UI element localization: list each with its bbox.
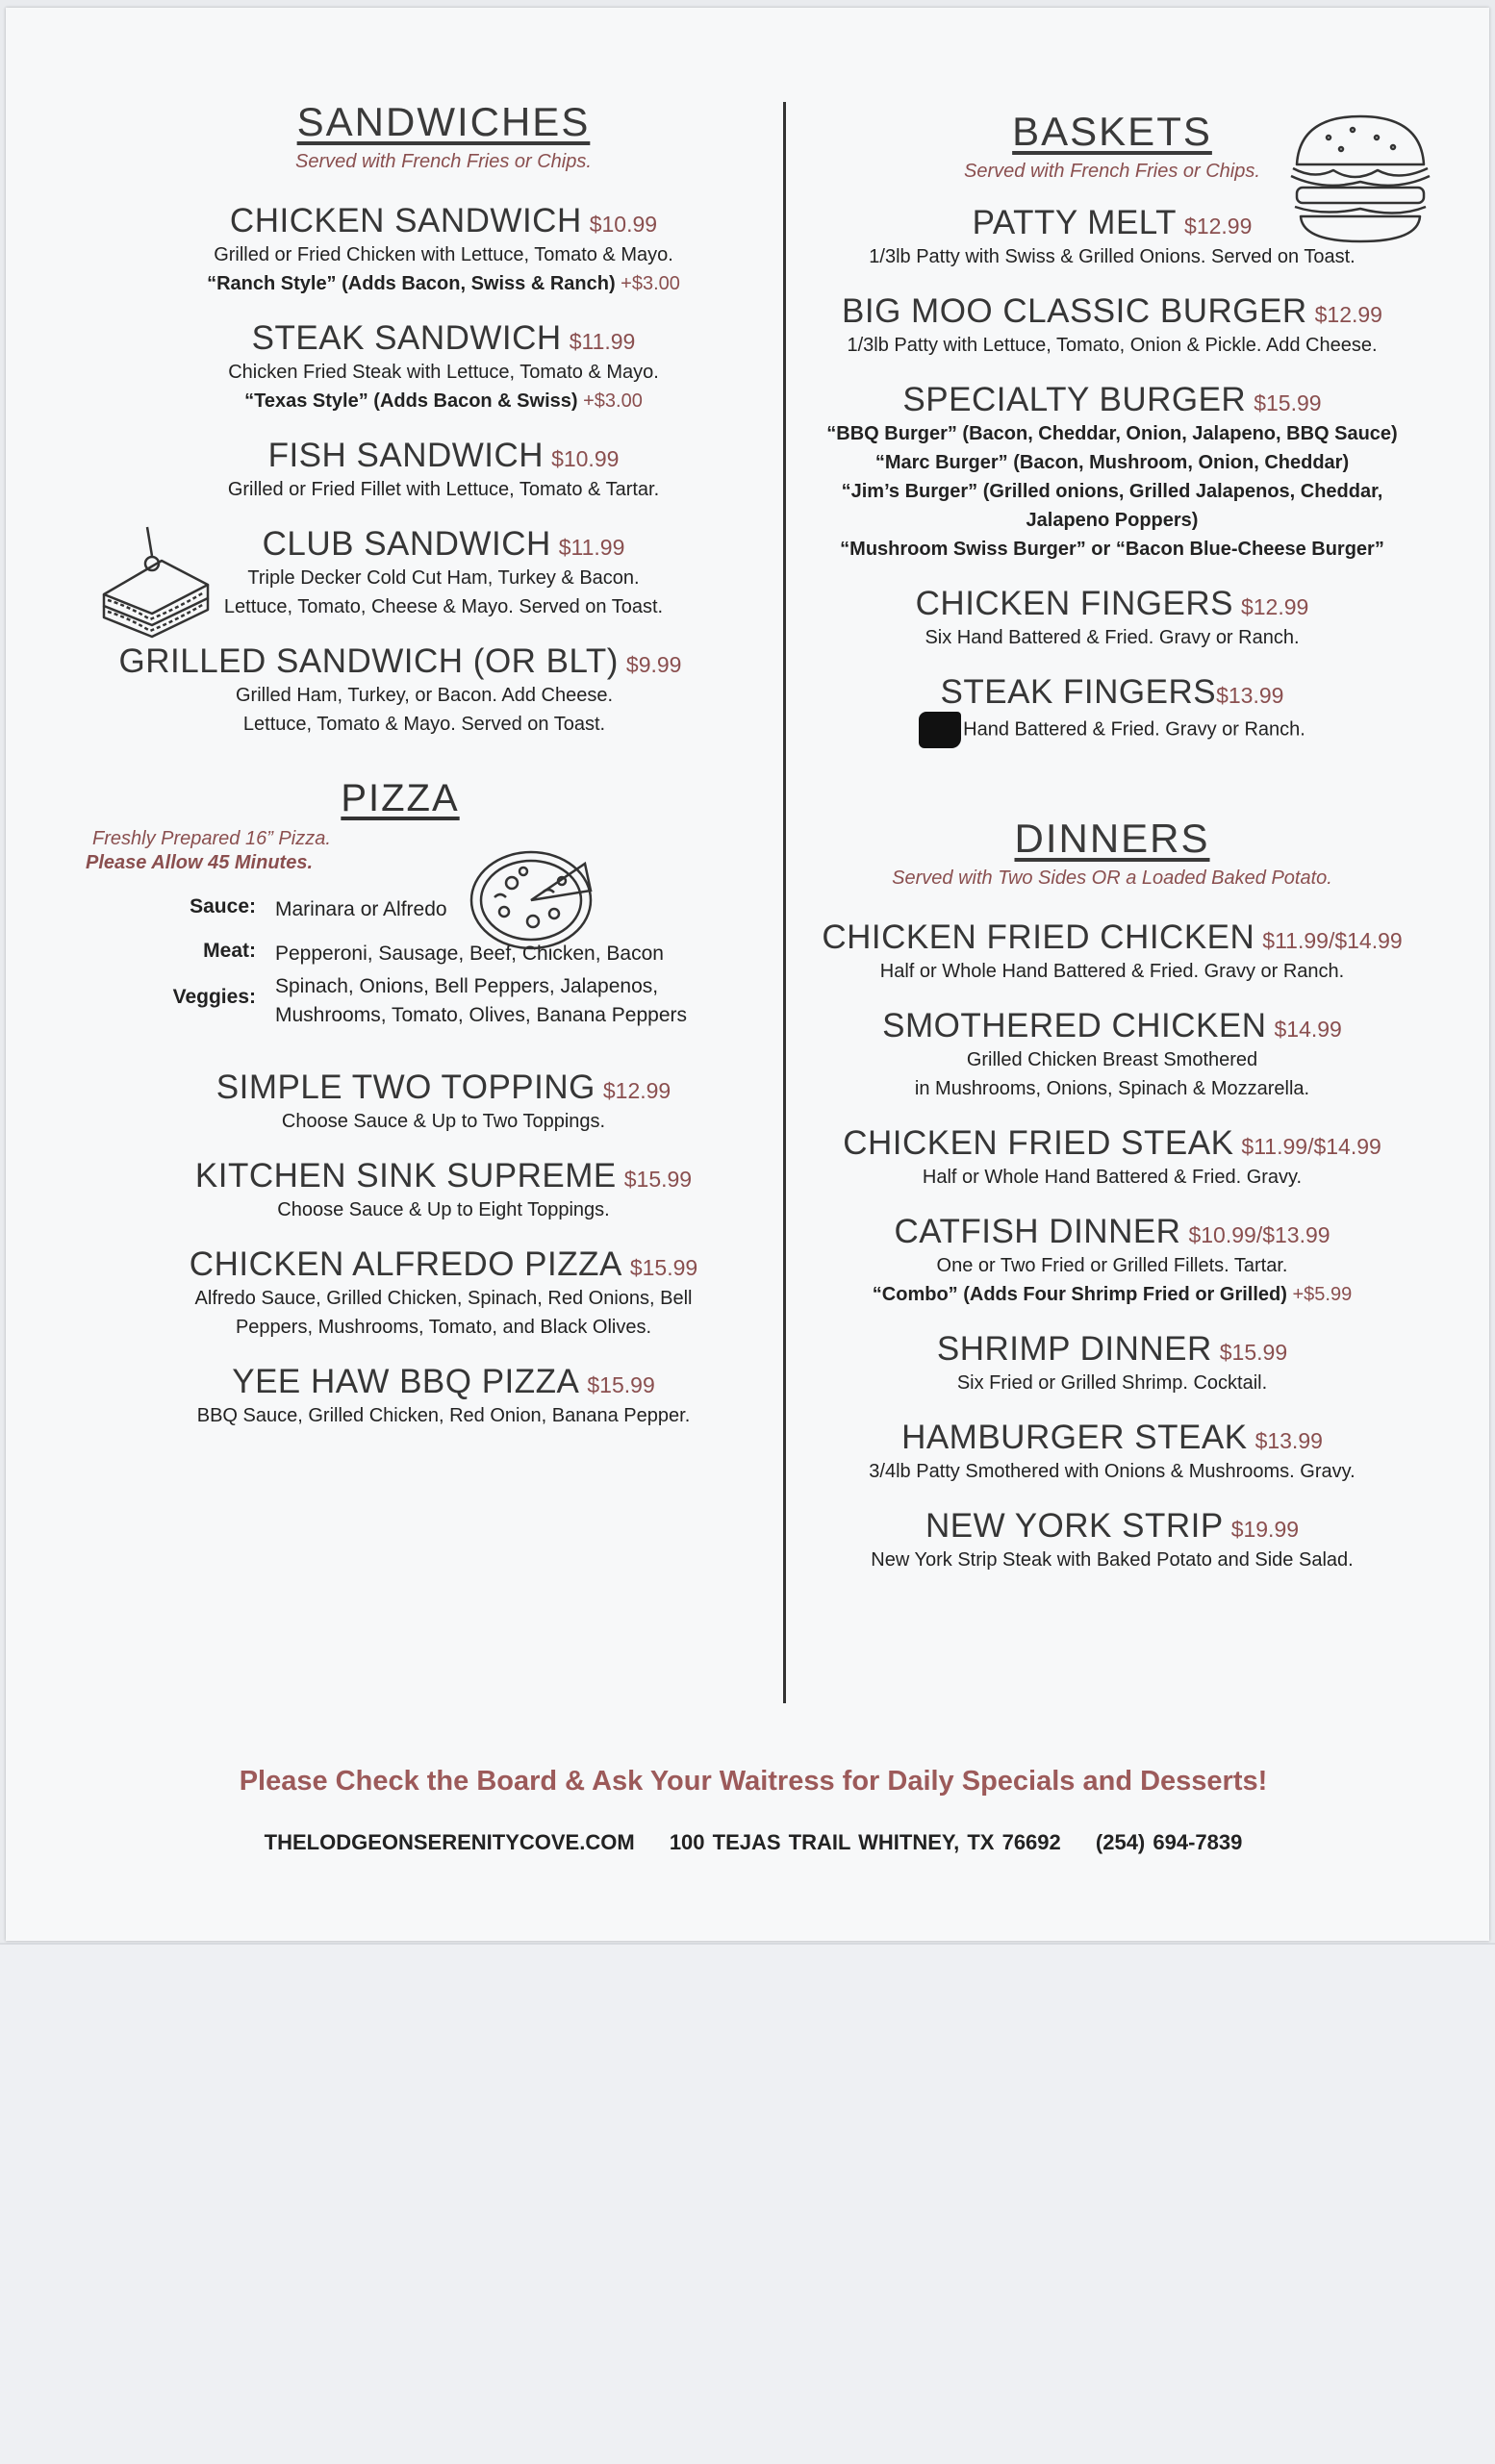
option-value: Mushrooms, Tomato, Olives, Banana Peppers [275, 1004, 687, 1026]
pizza-icon [466, 844, 600, 955]
item-price: $15.99 [587, 1372, 655, 1397]
item-price: $13.99 [1216, 683, 1284, 708]
menu-item [116, 319, 771, 415]
item-price: $14.99 [1274, 1017, 1342, 1042]
item-price: $15.99 [1254, 390, 1322, 415]
item-desc: New York Strip Steak with Baked Potato and Side Salad. [871, 1549, 1354, 1571]
extra-price: +$5.99 [1292, 1284, 1353, 1305]
menu-item [116, 437, 771, 504]
item-desc: 1/3lb Patty with Lettuce, Tomato, Onion & Pickle. Add Cheese. [847, 335, 1378, 356]
item-name: FISH SANDWICH [267, 437, 545, 474]
item-desc: Half or Whole Hand Battered & Fried. Gravy. [922, 1167, 1303, 1188]
item-extra: “Combo” (Adds Four Shrimp Fried or Grilled) +$5.99 [872, 1284, 1353, 1305]
left-column [86, 99, 771, 1451]
item-price: $12.99 [1240, 594, 1309, 619]
item-desc: Chicken Fried Steak with Lettuce, Tomato & Mayo. [228, 362, 659, 383]
menu-item [799, 673, 1425, 748]
item-name: KITCHEN SINK SUPREME [194, 1157, 617, 1194]
option-label: Veggies: [172, 986, 256, 1008]
extra-price: +$3.00 [583, 390, 643, 412]
sandwiches-subtitle: Served with French Fries or Chips. [295, 151, 592, 172]
item-name: PATTY MELT [972, 204, 1178, 241]
option-label: Sauce: [190, 895, 256, 918]
website-link[interactable]: THELODGEONSERENITYCOVE.COM [264, 1830, 635, 1854]
item-name: CATFISH DINNER [894, 1213, 1181, 1250]
menu-item [799, 381, 1425, 564]
item-name: GRILLED SANDWICH (OR BLT) [118, 642, 619, 680]
pizza-items [116, 1069, 771, 1430]
menu-item [116, 1363, 771, 1430]
item-price: $11.99 [558, 535, 625, 560]
item-desc: 1/3lb Patty with Swiss & Grilled Onions. Served on Toast. [869, 246, 1356, 267]
item-desc: “Marc Burger” (Bacon, Mushroom, Onion, Cheddar) [874, 452, 1350, 473]
item-price: $15.99 [623, 1167, 693, 1192]
item-desc: Peppers, Mushrooms, Tomato, and Black Olives. [235, 1317, 652, 1338]
item-name: SPECIALTY BURGER [902, 381, 1247, 418]
pizza-title: PIZZA [341, 777, 460, 819]
menu-item [799, 1419, 1425, 1486]
burger-icon [1285, 109, 1434, 248]
item-name: CHICKEN FINGERS [915, 585, 1233, 622]
menu-item [68, 642, 732, 739]
dinners-title: DINNERS [1014, 816, 1210, 861]
menu-item [799, 1124, 1425, 1192]
extra-price: +$3.00 [621, 273, 680, 294]
option-value-group [275, 972, 687, 1030]
item-desc: Alfredo Sauce, Grilled Chicken, Spinach, Red Onions, Bell [194, 1288, 693, 1309]
item-desc: Lettuce, Tomato & Mayo. Served on Toast. [242, 714, 606, 735]
item-name: YEE HAW BBQ PIZZA [232, 1363, 580, 1400]
item-name: CLUB SANDWICH [262, 525, 551, 563]
right-column [799, 109, 1425, 1596]
baskets-title: BASKETS [1012, 109, 1212, 154]
menu-item [799, 918, 1425, 986]
menu-item [799, 1213, 1425, 1309]
club-sandwich-icon [94, 517, 219, 642]
item-desc: Half or Whole Hand Battered & Fried. Gravy or Ranch. [879, 961, 1345, 982]
pizza-subtitle: Freshly Prepared 16” Pizza. [92, 828, 331, 849]
item-desc: Grilled Chicken Breast Smothered [966, 1049, 1258, 1070]
item-name: BIG MOO CLASSIC BURGER [842, 292, 1307, 330]
item-desc: Six Hand Battered & Fried. Gravy or Ranch. [925, 627, 1300, 648]
item-name: STEAK SANDWICH [251, 319, 562, 357]
item-name: CHICKEN ALFREDO PIZZA [189, 1245, 622, 1283]
item-price: $19.99 [1230, 1517, 1300, 1542]
menu-item [799, 1507, 1425, 1574]
item-name: CHICKEN FRIED STEAK [843, 1124, 1234, 1162]
option-value: Pepperoni, Sausage, Beef, Chicken, Bacon [275, 943, 664, 965]
pizza-note: Please Allow 45 Minutes. [86, 852, 314, 873]
contact-info [6, 1830, 1495, 1855]
option-value: Spinach, Onions, Bell Peppers, Jalapenos, [275, 975, 659, 997]
menu-item [116, 1245, 771, 1342]
item-desc: Choose Sauce & Up to Eight Toppings. [277, 1199, 610, 1220]
option-row [116, 895, 771, 924]
menu-item [799, 1330, 1425, 1397]
item-price: $10.99/$13.99 [1188, 1222, 1330, 1247]
item-price: $13.99 [1254, 1428, 1323, 1453]
option-value: Marinara or Alfredo [275, 898, 447, 920]
item-desc: Hand Battered & Fried. Gravy or Ranch. [799, 712, 1425, 748]
pizza-section [86, 777, 771, 1030]
menu-item [116, 202, 771, 298]
item-price: $15.99 [629, 1255, 698, 1280]
item-price: $15.99 [1219, 1340, 1288, 1365]
item-desc: BBQ Sauce, Grilled Chicken, Red Onion, Banana Pepper. [196, 1405, 691, 1426]
item-desc: 3/4lb Patty Smothered with Onions & Mushrooms. Gravy. [869, 1461, 1356, 1482]
specials-note: Please Check the Board & Ask Your Waitress for Daily Specials and Desserts! [239, 1766, 1268, 1797]
menu-item [116, 1157, 771, 1224]
item-desc: Jalapeno Poppers) [1026, 510, 1199, 531]
item-desc: Lettuce, Tomato, Cheese & Mayo. Served on Toast. [223, 596, 664, 617]
item-desc: “Mushroom Swiss Burger” or “Bacon Blue-Cheese Burger” [840, 539, 1384, 560]
item-price: $12.99 [1184, 214, 1253, 239]
item-desc: Grilled Ham, Turkey, or Bacon. Add Cheese. [235, 685, 614, 706]
baskets-subtitle: Served with French Fries or Chips. [964, 161, 1260, 182]
sandwiches-title: SANDWICHES [296, 99, 591, 144]
item-name: SMOTHERED CHICKEN [882, 1007, 1267, 1044]
item-desc: in Mushrooms, Onions, Spinach & Mozzarella. [914, 1078, 1310, 1099]
item-price: $9.99 [625, 652, 682, 677]
item-desc: Grilled or Fried Fillet with Lettuce, Tomato & Tartar. [227, 479, 660, 500]
item-name: SIMPLE TWO TOPPING [215, 1069, 595, 1106]
item-extra: “Ranch Style” (Adds Bacon, Swiss & Ranch) +$3.00 [207, 273, 680, 294]
item-price: $12.99 [602, 1078, 671, 1103]
menu-item [799, 292, 1425, 360]
phone-number[interactable]: (254) 694-7839 [1095, 1830, 1243, 1854]
item-price: $12.99 [1314, 302, 1382, 327]
item-price: $10.99 [589, 212, 658, 237]
item-desc: Grilled or Fried Chicken with Lettuce, Tomato & Mayo. [214, 244, 673, 265]
menu-item [116, 1069, 771, 1136]
item-desc: Choose Sauce & Up to Two Toppings. [281, 1111, 606, 1132]
item-desc: Triple Decker Cold Cut Ham, Turkey & Bacon. [247, 567, 640, 589]
item-desc: Six Fried or Grilled Shrimp. Cocktail. [956, 1372, 1268, 1394]
option-label: Meat: [203, 940, 256, 962]
menu-item [799, 585, 1425, 652]
item-name: NEW YORK STRIP [925, 1507, 1224, 1545]
item-desc: “BBQ Burger” (Bacon, Cheddar, Onion, Jalapeno, BBQ Sauce) [826, 423, 1398, 444]
menu-item [799, 1007, 1425, 1103]
item-price: $11.99 [569, 329, 636, 354]
item-extra: “Texas Style” (Adds Bacon & Swiss) +$3.00 [244, 390, 643, 412]
item-price: $10.99 [551, 446, 620, 471]
dinners-section [799, 816, 1425, 1574]
item-name: HAMBURGER STEAK [901, 1419, 1248, 1456]
item-desc: “Jim’s Burger” (Grilled onions, Grilled Jalapenos, Cheddar, [841, 481, 1383, 502]
menu-page [6, 8, 1489, 1941]
option-row [116, 940, 771, 968]
option-row [116, 972, 771, 1030]
item-price: $11.99/$14.99 [1241, 1134, 1381, 1159]
item-name: SHRIMP DINNER [936, 1330, 1212, 1368]
item-name: CHICKEN FRIED CHICKEN [822, 918, 1255, 956]
pizza-options [116, 895, 771, 1030]
item-price: $11.99/$14.99 [1262, 928, 1403, 953]
ink-blot [919, 712, 961, 748]
item-name: STEAK FINGERS [940, 673, 1217, 711]
column-divider [783, 102, 786, 1703]
blank-lower-page [0, 1943, 1495, 2464]
item-name: CHICKEN SANDWICH [229, 202, 582, 239]
address: 100 TEJAS TRAIL WHITNEY, TX 76692 [669, 1830, 1061, 1854]
item-desc: One or Two Fried or Grilled Fillets. Tartar. [936, 1255, 1288, 1276]
dinners-subtitle: Served with Two Sides OR a Loaded Baked Potato. [892, 867, 1332, 889]
